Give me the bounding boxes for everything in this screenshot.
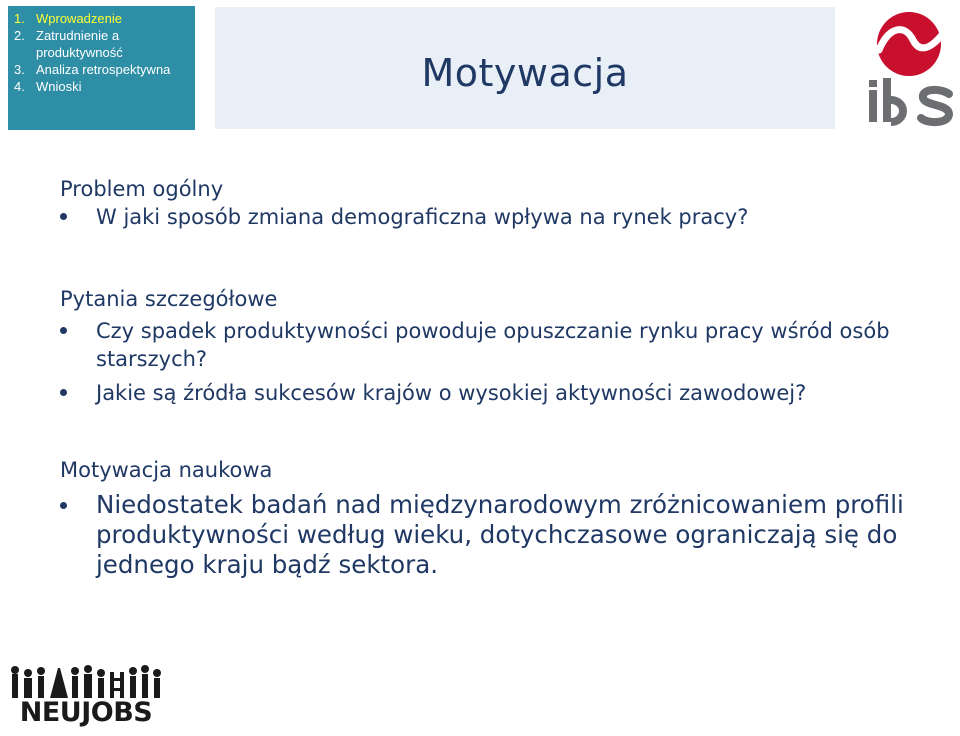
ibs-logo (865, 10, 957, 128)
neujobs-logo (8, 664, 164, 728)
section-scientific-motivation (60, 456, 940, 580)
bullet-item: W jaki sposób zmiana demograficzna wpływa na rynek pracy? (60, 203, 748, 231)
bullet-dot-icon (60, 213, 67, 220)
bullet-item: Niedostatek badań nad międzynarodowym zróżnicowaniem profili produktywności według wieku, dotychczasowe ograniczają się do jednego kraju bądź sektora. (60, 490, 946, 580)
slide-title: Motywacja (421, 51, 629, 95)
title-band (215, 7, 835, 129)
bullet-list (60, 317, 940, 407)
agenda-item-label: Analiza retrospektywna (36, 62, 171, 77)
agenda-item-introduction[interactable]: 1. Wprowadzenie (14, 11, 122, 26)
section-heading: Problem ogólny (60, 177, 224, 201)
neujobs-wordmark: NEUJOBS (19, 697, 153, 728)
agenda-item-label: Zatrudnienie a produktywność (36, 28, 123, 60)
bullet-dot-icon (60, 389, 67, 396)
bullet-item: Czy spadek produktywności powoduje opuszczanie rynku pracy wśród osób starszych? (60, 317, 906, 373)
agenda-item-conclusions[interactable]: 4. Wnioski (14, 79, 82, 94)
bullet-dot-icon (60, 327, 67, 334)
bullet-dot-icon (60, 502, 67, 509)
agenda-box (8, 6, 195, 130)
section-heading: Pytania szczegółowe (60, 287, 278, 311)
ibs-logo-mark (865, 10, 957, 128)
bullet-list (60, 490, 940, 580)
bullet-item: Jakie są źródła sukcesów krajów o wysokiej aktywności zawodowej? (60, 379, 940, 407)
agenda-list (14, 10, 189, 95)
section-heading: Motywacja naukowa (60, 458, 273, 482)
agenda-item-retrospective[interactable]: 3. Analiza retrospektywna (14, 62, 171, 77)
agenda-item-label: Wnioski (36, 79, 82, 94)
workers-silhouette-icon (8, 664, 164, 700)
section-detailed-questions (60, 285, 940, 407)
agenda-item-employment[interactable]: 2. Zatrudnienie a produktywność (14, 27, 189, 61)
section-general-problem (60, 175, 748, 231)
bullet-list (60, 203, 748, 231)
agenda-item-label: Wprowadzenie (36, 11, 122, 26)
